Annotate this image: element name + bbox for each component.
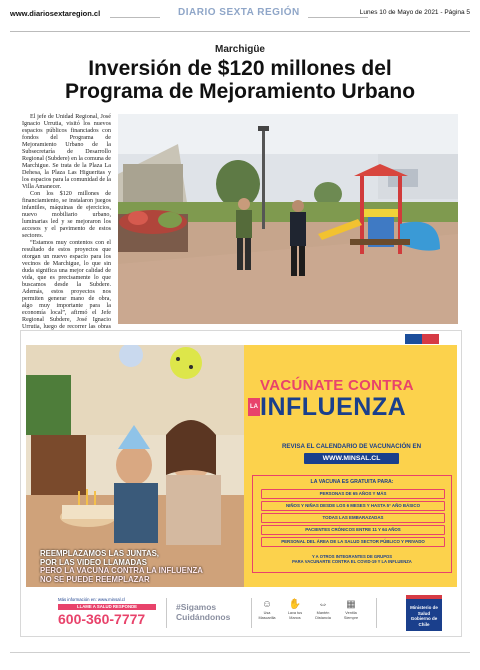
header-rule-right xyxy=(308,17,368,18)
hashtag-line-2: Cuidándonos xyxy=(176,612,231,622)
article-paragraph: El jefe de Unidad Regional, José Ignacio Urrutia, visitó los nuevos espacios públicos financiados con fondos del Programa de Mejoramiento Urbano de la Subsecretaría de Desarrollo Regional (Subdere) en la comuna de Marchigue. Se trata de la Plaza La Dehesa, la Plaza Las Higueritas y los espacios para la comunidad de la Villa Amanecer. xyxy=(22,114,112,190)
ad-info-panel xyxy=(244,345,457,587)
overlay-line-4: NO SE PUEDE REEMPLAZAR xyxy=(40,574,150,584)
group-item: PERSONAS DE 65 AÑOS Y MÁS xyxy=(261,489,445,499)
free-vaccine-note xyxy=(253,554,451,565)
masthead: DIARIO SEXTA REGIÓN xyxy=(178,7,300,18)
note-line-2: PARA VACUNARTE CONTRA EL COVID-19 Y LA INFLUENZA xyxy=(292,559,412,565)
headline-line-1: Inversión de $120 millones del xyxy=(88,57,392,80)
salud-responde-bar: LLAME A SALUD RESPONDE xyxy=(58,604,156,610)
group-item: NIÑOS Y NIÑAS DESDE LOS 6 MESES Y HASTA 5° AÑO BÁSICO xyxy=(261,501,445,511)
ad-title-line-2: INFLUENZA xyxy=(260,393,407,421)
vaccine-advertisement xyxy=(20,330,462,637)
gov-line-2: Salud xyxy=(417,610,431,616)
article-body xyxy=(22,114,111,345)
gov-line-3: Gobierno de Chile xyxy=(410,616,438,627)
ad-overlay-text xyxy=(40,550,244,584)
ventilar-icon: ▦ Ventila Siempre xyxy=(343,599,359,620)
header-divider xyxy=(10,31,470,32)
ad-calendar-text: REVISA EL CALENDARIO DE VACUNACIÓN EN xyxy=(281,443,422,450)
ministry-of-health-logo xyxy=(406,595,442,631)
article-paragraph: “Estamos muy contentos con el resultado de estos proyectos que otorgan un nuevo espacio para los vecinos de Marchigue, lo que sin duda significa una mejor calidad de vida, que es precisamente lo que buscamos desde la Subdere. Además, estos proyectos nos permiten generar mano de obra, algo muy importante para la economía local”, afirmó el Jefe Regional Subdere, José Ignacio Urrutia, luego de recorrer las obras xyxy=(22,240,111,330)
minsal-link[interactable]: WWW.MINSAL.CL xyxy=(304,453,399,464)
headline-line-2: Programa de Mejoramiento Urbano xyxy=(64,80,416,103)
ad-title-la: LA xyxy=(248,398,260,416)
article-photo xyxy=(118,114,458,324)
gov-line-1: Ministerio de xyxy=(410,605,438,610)
ad-photo xyxy=(26,345,244,587)
footer-rule xyxy=(10,652,470,653)
free-vaccine-box xyxy=(252,475,452,573)
footer-divider xyxy=(376,598,377,628)
article-paragraph: Con los $120 millones de financiamiento, se instalaron juegos infantiles, máquinas de ejercicios, nuevo mobiliario urbano, luminarias led y se mejoraron los accesos y el pavimento de estos sectores. xyxy=(22,191,111,239)
ad-footer xyxy=(26,593,456,633)
lavado-manos-icon: ✋ Lava tus Manos xyxy=(287,599,303,620)
dateline: Lunes 10 de Mayo de 2021 - Página 5 xyxy=(359,9,470,16)
chile-flag-icon xyxy=(405,334,439,344)
free-vaccine-title: LA VACUNA ES GRATUITA PARA: xyxy=(310,479,394,485)
overlay-line-3: PERO LA VACUNA CONTRA LA INFLUENZA xyxy=(40,566,203,576)
prevention-icons xyxy=(256,599,366,629)
footer-divider xyxy=(251,598,252,628)
group-item: PACIENTES CRÓNICOS ENTRE 11 Y 64 AÑOS xyxy=(261,525,445,535)
plaza-photo-illustration xyxy=(118,114,458,324)
overlay-line-1: REEMPLAZAMOS LAS JUNTAS, xyxy=(40,549,159,558)
article-kicker: Marchigüe xyxy=(214,44,265,55)
article-headline xyxy=(0,57,480,103)
note-line-1: Y A OTROS INTEGRANTES DE GRUPOS xyxy=(311,554,393,559)
info-text: Más información en: www.minsal.cl xyxy=(58,597,125,602)
mascarilla-icon: ☺ Usa Mascarilla xyxy=(258,599,276,620)
overlay-line-2: POR LAS VIDEO LLAMADAS xyxy=(40,557,147,567)
ad-title-line-1: VACÚNATE CONTRA xyxy=(260,377,414,394)
header-rule-left xyxy=(110,17,160,18)
group-item: PERSONAL DEL ÁREA DE LA SALUD SECTOR PÚBLICO Y PRIVADO xyxy=(261,537,445,547)
page-header xyxy=(10,6,470,28)
site-url[interactable]: www.diariosextaregion.cl xyxy=(10,9,101,18)
phone-number[interactable]: 600-360-7777 xyxy=(58,611,146,627)
hashtag-line-1: #Sigamos xyxy=(176,602,217,612)
hashtag xyxy=(176,602,230,622)
group-item: TODAS LAS EMBARAZADAS xyxy=(261,513,445,523)
footer-divider xyxy=(166,598,167,628)
distancia-icon: ⇔ Mantén Distancia xyxy=(315,599,331,620)
